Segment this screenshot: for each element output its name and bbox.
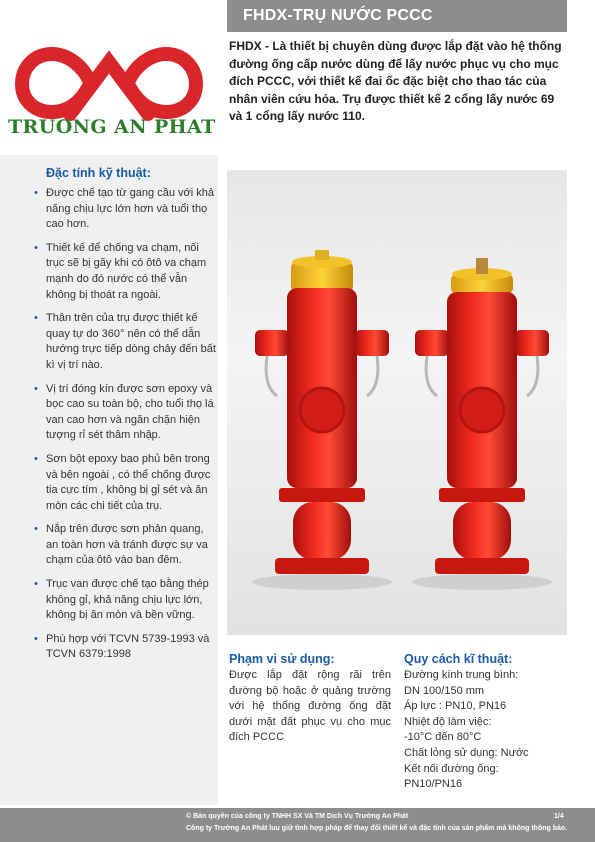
copyright-text: © Bản quyền của công ty TNHH SX Và TM Dịch Vụ Trường An Phát bbox=[186, 813, 409, 820]
features-list bbox=[34, 186, 216, 671]
product-photo bbox=[227, 170, 567, 635]
feature-item bbox=[34, 522, 216, 569]
brand-name: TRUONG AN PHAT bbox=[8, 116, 216, 138]
bullet-icon: • bbox=[34, 632, 38, 645]
feature-item bbox=[34, 241, 216, 303]
hydrant-illustration bbox=[227, 170, 567, 635]
feature-text: Trục van được chế tạo bằng thép không gỉ, khả năng chịu lực lớn, không bị ăn mòn và bền vững. bbox=[46, 578, 209, 622]
page-number: 1/4 bbox=[554, 813, 564, 820]
feature-item bbox=[34, 452, 216, 514]
specs-list bbox=[404, 668, 574, 793]
bullet-icon: • bbox=[34, 382, 38, 395]
usage-text: Được lắp đặt rộng rãi trên đường bộ hoặc ở quảng trường với hệ thống đường ống đặt dưới mặt đất phục vụ cho mục đích PCCC bbox=[229, 669, 391, 744]
feature-text: Thân trên của trụ được thiết kế quay tự do 360° nên có thể dẫn hướng trực tiếp dòng chảy đến bất kì vị trí nào. bbox=[46, 312, 216, 371]
feature-text: Phù hợp với TCVN 5739-1993 và TCVN 6379:1998 bbox=[46, 632, 210, 661]
bullet-icon: • bbox=[34, 452, 38, 465]
usage-heading: Phạm vi sử dụng: bbox=[229, 652, 335, 666]
spec-line: Nhiệt độ làm việc: bbox=[404, 715, 492, 728]
spec-line: PN10/PN16 bbox=[404, 778, 463, 791]
feature-item bbox=[34, 311, 216, 373]
spec-line: Chất lỏng sử dụng: Nước bbox=[404, 746, 529, 759]
feature-item bbox=[34, 382, 216, 444]
feature-item bbox=[34, 577, 216, 624]
hydrant-left bbox=[255, 250, 389, 574]
feature-text: Được chế tạo từ gang cầu với khả năng chịu lực lớn hơn và tuổi thọ cao hơn. bbox=[46, 187, 214, 231]
features-heading: Đặc tính kỹ thuật: bbox=[46, 166, 151, 180]
feature-text: Vị trí đóng kín được sơn epoxy và bọc cao su toàn bộ, cho tuổi thọ lá van cao hơn và ngăn chặn hiện tượng rỉ sét thâm nhập. bbox=[46, 382, 214, 442]
bullet-icon: • bbox=[34, 187, 38, 199]
disclaimer-text: Công ty Trường An Phát luu giữ tình hợp pháp để thay đổi thiết kế và đặc tính của sản phẩm mà không thông báo. bbox=[186, 825, 568, 832]
page-title: FHDX-TRỤ NƯỚC PCCC bbox=[243, 7, 433, 24]
feature-text: Sơn bột epoxy bao phủ bên trong và bên ngoài , có thể chống được tia cực tím , không bị gỉ sét và ăn mòn các chi tiết của trụ. bbox=[46, 452, 211, 512]
spec-line: Áp lực : PN10, PN16 bbox=[404, 700, 507, 713]
spec-line: Kết nối đường ống: bbox=[404, 762, 499, 775]
spec-line: Đường kính trung bình: bbox=[404, 669, 519, 681]
feature-item bbox=[34, 632, 216, 663]
bullet-icon: • bbox=[34, 523, 38, 536]
spec-line: DN 100/150 mm bbox=[404, 684, 485, 697]
feature-text: Nắp trên được sơn phản quang, an toàn hơn và tránh được sự va chạm của ôtô vào ban đêm. bbox=[46, 523, 208, 567]
bullet-icon: • bbox=[34, 312, 38, 325]
bullet-icon: • bbox=[34, 578, 38, 591]
specs-heading: Quy cách kĩ thuật: bbox=[404, 652, 513, 666]
spec-line: -10°C đến 80°C bbox=[404, 731, 482, 744]
bullet-icon: • bbox=[34, 241, 38, 254]
hydrant-right bbox=[415, 258, 549, 574]
intro-paragraph: FHDX - Là thiết bị chuyên dùng được lắp đặt vào hệ thống đường ống cấp nước dùng để lấy nước phục vụ cho mục đích PCCC, với thiết kế đai ốc đặc biệt cho thao tác của nhân viên cứu hỏa. Trụ được thiết kế 2 cổng lấy nước 69 và 1 cổng lấy nước 110. bbox=[229, 39, 562, 123]
feature-text: Thiết kế để chống va chạm, nối trục sẽ bị gãy khi có ôtô va chạm mạnh do đó nước có thể vẫn không bị thoát ra ngoài. bbox=[46, 241, 207, 301]
feature-item bbox=[34, 186, 216, 233]
